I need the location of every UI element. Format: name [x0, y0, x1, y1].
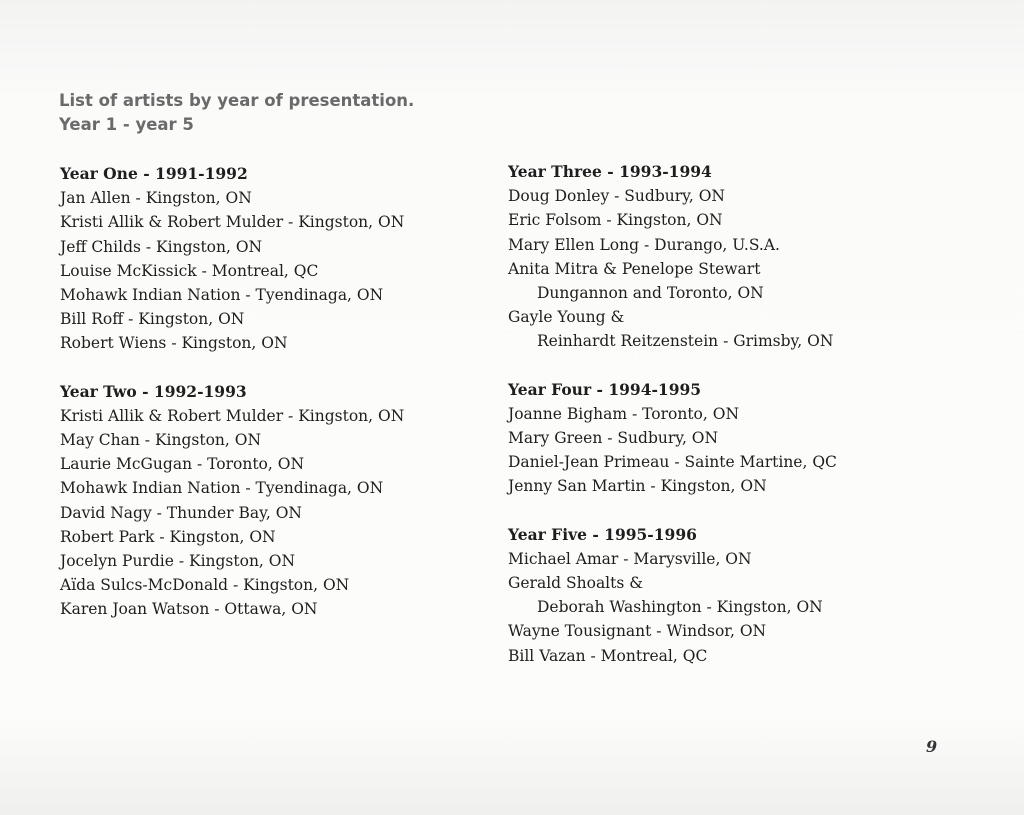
artist-entry: May Chan - Kingston, ON: [60, 431, 262, 450]
year-three-section: [508, 160, 928, 354]
artist-entry: Louise McKissick - Montreal, QC: [60, 261, 319, 280]
artist-entry: Wayne Tousignant - Windsor, ON: [508, 622, 767, 641]
artist-entry: Michael Amar - Marysville, ON: [508, 549, 752, 568]
artist-entry: Karen Joan Watson - Ottawa, ON: [60, 600, 318, 619]
artist-entry-continuation: Reinhardt Reitzenstein - Grimsby, ON: [537, 332, 834, 351]
section-title: Year Five - 1995-1996: [508, 524, 697, 544]
heading-subtitle: Year 1 - year 5: [59, 115, 194, 134]
artist-entry: Kristi Allik & Robert Mulder - Kingston, ON: [60, 213, 405, 232]
artist-entry: Bill Vazan - Montreal, QC: [508, 646, 708, 665]
artist-entry: Gerald Shoalts &: [508, 574, 644, 593]
artist-entry: Mohawk Indian Nation - Tyendinaga, ON: [60, 479, 384, 498]
artist-entry: Robert Park - Kingston, ON: [60, 527, 276, 546]
artist-entry: Mohawk Indian Nation - Tyendinaga, ON: [60, 286, 384, 305]
artist-entry: Gayle Young &: [508, 308, 625, 327]
artist-entry: Laurie McGugan - Toronto, ON: [60, 455, 305, 474]
page-heading: [59, 89, 414, 137]
left-column: [60, 162, 490, 646]
section-title: Year One - 1991-1992: [60, 164, 248, 183]
artist-entry: Mary Green - Sudbury, ON: [508, 429, 719, 448]
artist-entry: Joanne Bigham - Toronto, ON: [508, 404, 740, 423]
artist-entry: Jocelyn Purdie - Kingston, ON: [60, 552, 296, 571]
artist-entry: Eric Folsom - Kingston, ON: [508, 211, 723, 230]
page-number: 9: [926, 737, 938, 756]
heading-title: List of artists by year of presentation.: [59, 91, 415, 110]
artist-entry: Daniel-Jean Primeau - Sainte Martine, QC: [508, 453, 837, 472]
artist-entry: Jan Allen - Kingston, ON: [60, 189, 252, 208]
section-title: Year Three - 1993-1994: [508, 162, 712, 181]
artist-entry: Kristi Allik & Robert Mulder - Kingston, ON: [60, 406, 405, 425]
artist-entry: Doug Donley - Sudbury, ON: [508, 187, 725, 206]
artist-entry-continuation: Dungannon and Toronto, ON: [537, 284, 764, 303]
artist-entry: Bill Roff - Kingston, ON: [60, 310, 245, 329]
artist-entry: Robert Wiens - Kingston, ON: [60, 334, 288, 353]
section-title: Year Two - 1992-1993: [60, 381, 247, 401]
year-two-section: [60, 380, 490, 622]
artist-entry-continuation: Deborah Washington - Kingston, ON: [537, 598, 823, 617]
artist-entry: Mary Ellen Long - Durango, U.S.A.: [508, 235, 780, 254]
artist-entry: Jeff Childs - Kingston, ON: [60, 237, 263, 256]
artist-entry: Jenny San Martin - Kingston, ON: [508, 477, 767, 496]
year-four-section: [508, 378, 928, 499]
artist-entry: Aïda Sulcs-McDonald - Kingston, ON: [60, 576, 350, 595]
year-one-section: [60, 162, 490, 356]
year-five-section: [508, 523, 928, 668]
artist-entry: David Nagy - Thunder Bay, ON: [60, 503, 302, 522]
right-column: [508, 160, 928, 692]
section-title: Year Four - 1994-1995: [508, 379, 702, 399]
artist-entry: Anita Mitra & Penelope Stewart: [508, 259, 761, 278]
